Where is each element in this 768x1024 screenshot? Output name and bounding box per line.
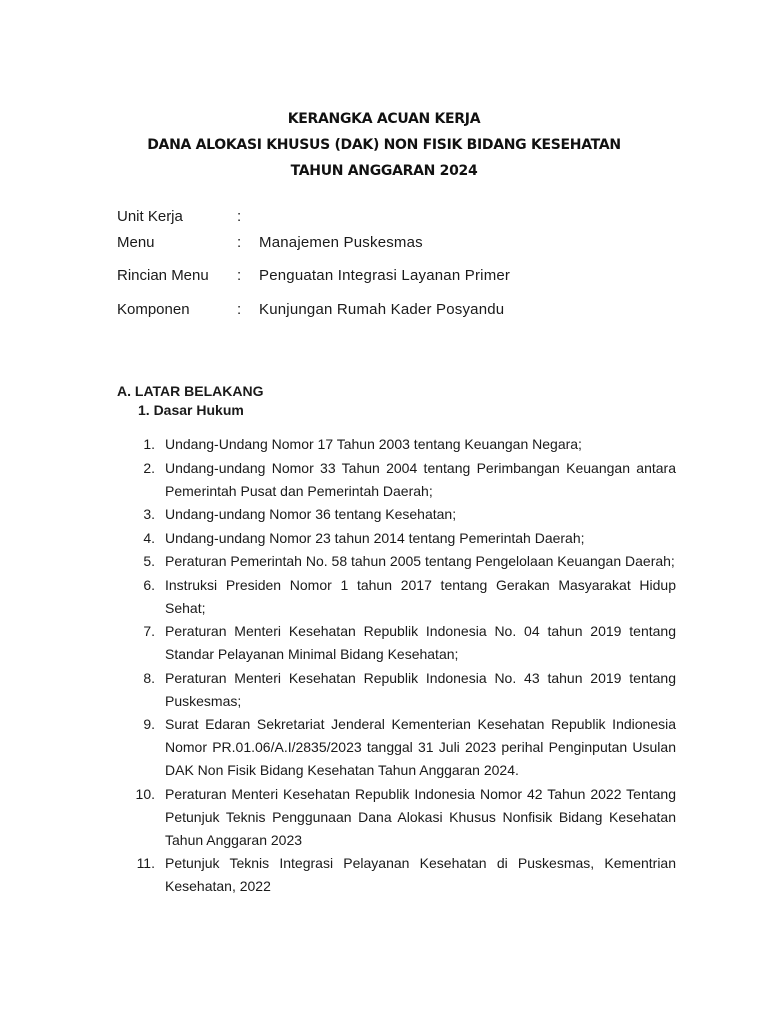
- document-title: [0, 106, 768, 184]
- info-colon: :: [237, 234, 242, 251]
- info-value: Penguatan Integrasi Layanan Primer: [259, 267, 511, 284]
- list-number: 10.: [135, 785, 155, 802]
- list-item: [133, 574, 676, 620]
- info-label: Komponen: [117, 301, 190, 318]
- info-value: Kunjungan Rumah Kader Posyandu: [259, 301, 505, 318]
- list-text: Instruksi Presiden Nomor 1 tahun 2017 tentang Gerakan Masyarakat Hidup Sehat;: [165, 576, 676, 616]
- list-text: Undang-undang Nomor 33 Tahun 2004 tentang Perimbangan Keuangan antara Pemerintah Pusat dan Pemerintah Daerah;: [165, 459, 676, 499]
- info-value: Manajemen Puskesmas: [259, 234, 423, 251]
- list-text: Undang-undang Nomor 36 tentang Kesehatan;: [165, 506, 457, 522]
- list-number: 11.: [136, 855, 155, 871]
- info-colon: :: [237, 208, 242, 225]
- list-text: Surat Edaran Sekretariat Jenderal Kementerian Kesehatan Republik Indionesia Nomor PR.01.06/A.I/2835/2023 tanggal 31 Juli 2023 perihal Penginputan Usulan DAK Non Fisik Bidang Kesehatan Tahun Anggaran 2024.: [165, 716, 676, 778]
- list-number: 8.: [143, 669, 155, 686]
- list-text: Petunjuk Teknis Integrasi Pelayanan Kesehatan di Puskesmas, Kementrian Kesehatan, 2022: [165, 855, 676, 894]
- list-item: [133, 783, 676, 852]
- list-item: [133, 713, 676, 782]
- list-number: 4.: [143, 529, 155, 546]
- list-number: 5.: [143, 553, 155, 569]
- list-number: 2.: [143, 459, 155, 476]
- list-text: Undang-undang Nomor 23 tahun 2014 tentang Pemerintah Daerah;: [165, 529, 585, 546]
- section-heading: A. LATAR BELAKANG: [117, 383, 264, 399]
- list-number: 1.: [143, 436, 155, 452]
- list-number: 6.: [143, 576, 155, 593]
- list-item: [133, 550, 676, 573]
- info-colon: :: [237, 267, 242, 284]
- list-item: [133, 620, 676, 666]
- list-item: [133, 433, 676, 456]
- info-colon: :: [237, 301, 242, 318]
- info-label: Unit Kerja: [117, 208, 183, 225]
- list-number: 9.: [143, 716, 155, 732]
- title-line-2: DANA ALOKASI KHUSUS (DAK) NON FISIK BIDANG KESEHATAN: [147, 137, 621, 153]
- legal-basis-list: [133, 433, 676, 899]
- list-text: Peraturan Menteri Kesehatan Republik Indonesia No. 43 tahun 2019 tentang Puskesmas;: [165, 669, 676, 709]
- subsection-heading: 1. Dasar Hukum: [138, 402, 244, 418]
- list-text: Peraturan Pemerintah No. 58 tahun 2005 tentang Pengelolaan Keuangan Daerah;: [165, 553, 675, 569]
- title-line-1: KERANGKA ACUAN KERJA: [287, 111, 481, 127]
- list-number: 3.: [143, 506, 155, 522]
- list-item: [133, 667, 676, 713]
- list-item: [133, 527, 676, 550]
- list-item: [133, 503, 676, 526]
- list-item: [133, 457, 676, 503]
- list-item: [133, 852, 676, 898]
- title-line-3: TAHUN ANGGARAN 2024: [290, 163, 478, 179]
- list-text: Peraturan Menteri Kesehatan Republik Indonesia No. 04 tahun 2019 tentang Standar Pelayanan Minimal Bidang Kesehatan;: [165, 623, 676, 662]
- list-number: 7.: [143, 623, 155, 639]
- list-text: Peraturan Menteri Kesehatan Republik Indonesia Nomor 42 Tahun 2022 Tentang Petunjuk Teknis Penggunaan Dana Alokasi Khusus Nonfisik Bidang Kesehatan Tahun Anggaran 2023: [165, 785, 676, 848]
- info-label: Menu: [117, 234, 155, 251]
- info-label: Rincian Menu: [117, 267, 209, 284]
- list-text: Undang-Undang Nomor 17 Tahun 2003 tentang Keuangan Negara;: [165, 436, 582, 452]
